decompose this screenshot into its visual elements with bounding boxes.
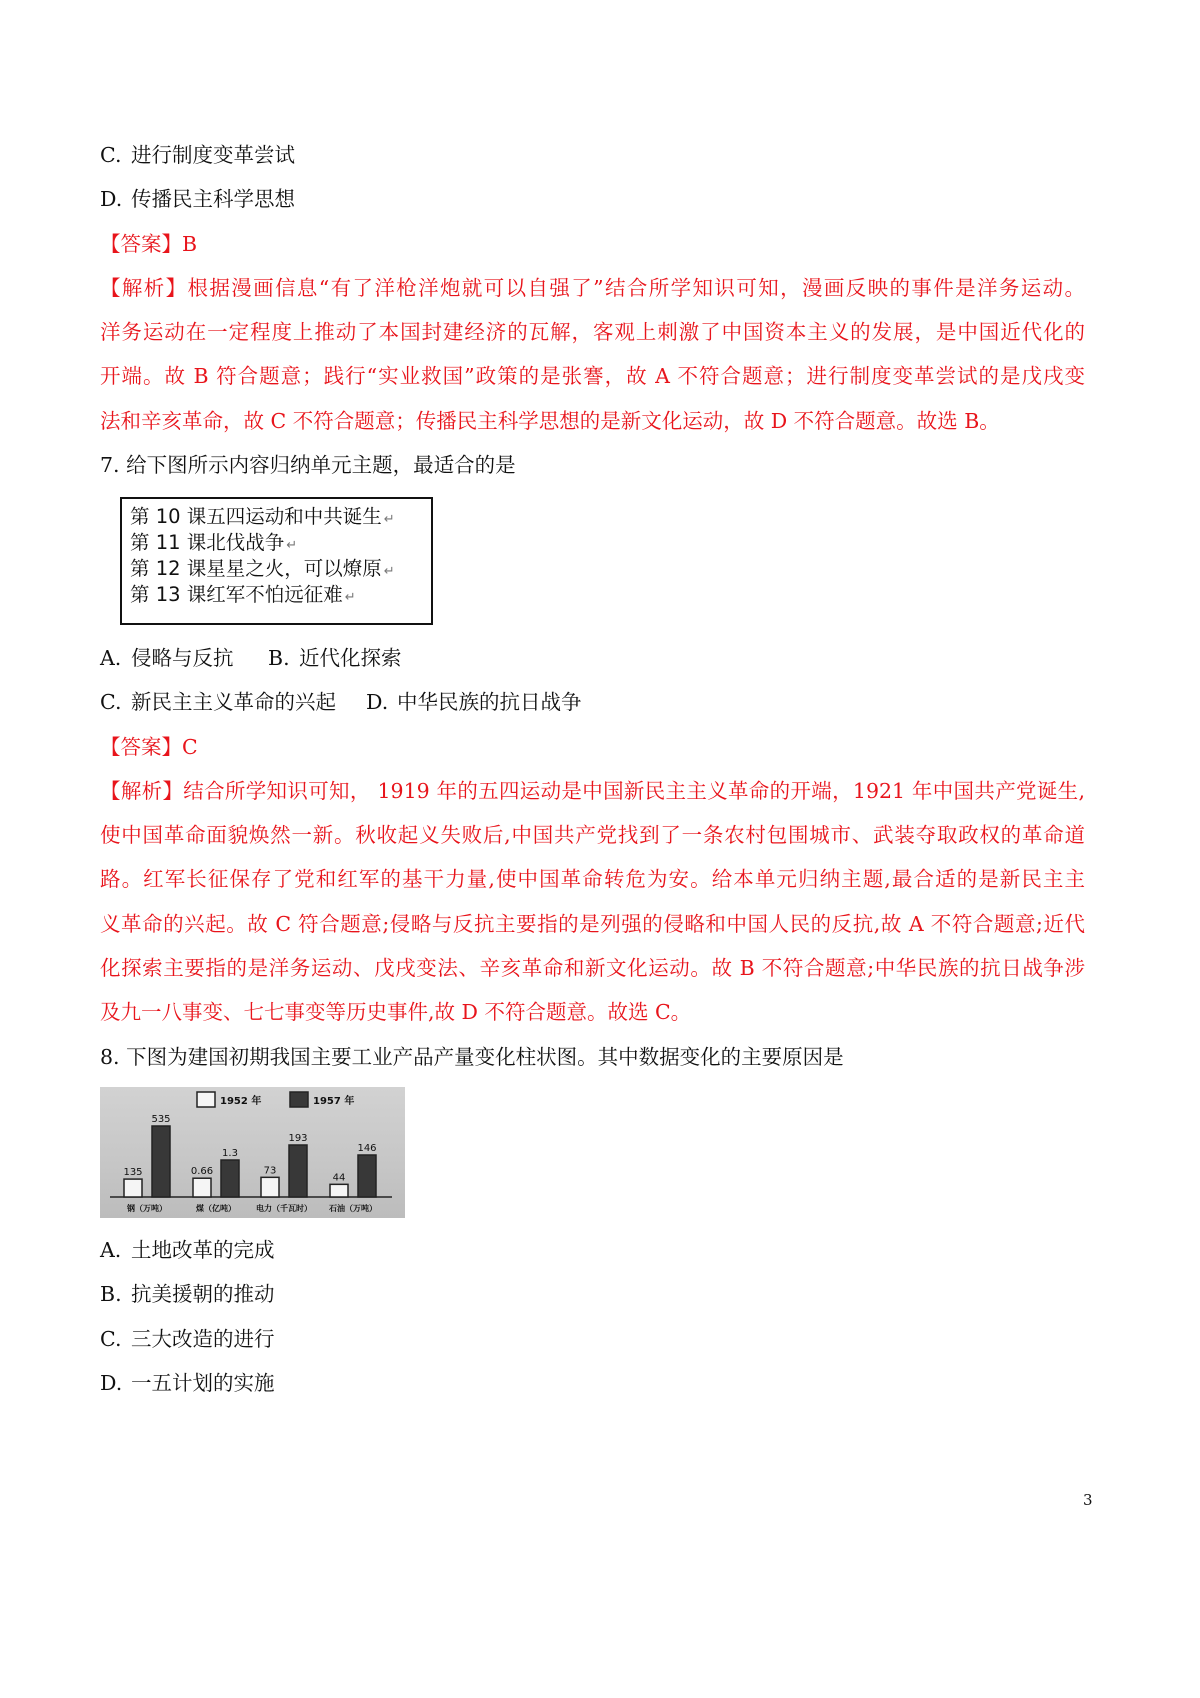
legend-label: 1957 年 (313, 1096, 355, 1107)
option-letter: C. (100, 690, 122, 715)
legend-swatch-1952 (197, 1092, 215, 1107)
paragraph-mark-icon: ↵ (286, 538, 298, 553)
option-letter: C. (100, 1326, 122, 1351)
legend-swatch-1957 (290, 1092, 308, 1107)
q7-analysis-line: 及九一八事变、七七事变等历史事件,故 D 不符合题意。故选 C。 (100, 1000, 692, 1025)
q7-options-row (100, 636, 1100, 680)
paragraph-mark-icon: ↵ (383, 564, 395, 579)
bar-1952-1 (193, 1178, 211, 1197)
option-letter: A. (100, 1238, 122, 1262)
option-text: 近代化探索 (299, 646, 402, 670)
q8-stem: 8. 下图为建国初期我国主要工业产品产量变化柱状图。其中数据变化的主要原因是 (100, 1044, 844, 1069)
lesson-line (130, 504, 431, 530)
option-letter: D. (100, 187, 123, 212)
bar-1957-1 (221, 1160, 239, 1197)
q6-analysis-line: 法和辛亥革命，故 C 不符合题意；传播民主科学思想的是新文化运动，故 D 不符合题意。故选 B。 (100, 408, 1000, 433)
q8-section (100, 1228, 1100, 1405)
q6-analysis-line: 开端。故 B 符合题意；践行“实业救国”政策的是张謇，故 A 不符合题意；进行制度变革尝试的是戊戌变 (100, 364, 1085, 389)
bar-1952-0 (124, 1179, 142, 1197)
q8-bar-chart (100, 1087, 405, 1218)
page-number: 3 (1083, 1491, 1093, 1509)
option-letter: D. (366, 690, 389, 715)
q7-analysis-line: 义革命的兴起。故 C 符合题意;侵略与反抗主要指的是列强的侵略和中国人民的反抗,故 A 不符合题意;近代 (100, 911, 1085, 936)
q7-options-row (100, 680, 1100, 724)
legend-label: 1952 年 (220, 1096, 262, 1107)
q8-option-a (100, 1228, 1100, 1272)
q8-option-c (100, 1317, 1100, 1361)
q7-answer: 【答案】C (100, 734, 198, 759)
q7-option-a (100, 636, 234, 680)
lesson-text: 第 12 课星星之火，可以燎原 (130, 557, 382, 580)
lesson-line (130, 556, 431, 582)
bar-value-label: 0.66 (190, 1166, 214, 1178)
q7-option-c (100, 680, 336, 724)
q7-analysis-line: 使中国革命面貌焕然一新。秋收起义失败后,中国共产党找到了一条农村包围城市、武装夺取政权的革命道 (100, 823, 1085, 848)
option-text: 侵略与反抗 (131, 646, 234, 670)
q7-analysis-line: 【解析】结合所学知识可知， 1919 年的五四运动是中国新民主主义革命的开端，1921 年中国共产党诞生, (100, 778, 1085, 803)
lesson-text: 第 10 课五四运动和中共诞生 (130, 505, 382, 528)
bar-value-label: 1.3 (222, 1148, 238, 1159)
q6-analysis-line: 洋务运动在一定程度上推动了本国封建经济的瓦解，客观上刺激了中国资本主义的发展，是中国近代化的 (100, 320, 1085, 345)
q7-analysis-line: 化探索主要指的是洋务运动、戊戌变法、辛亥革命和新文化运动。故 B 不符合题意;中华民族的抗日战争涉 (100, 956, 1085, 981)
q7-option-d (366, 680, 582, 724)
lesson-line (130, 530, 431, 556)
option-text: 进行制度变革尝试 (131, 143, 295, 167)
bar-1957-3 (358, 1155, 376, 1197)
bar-value-label: 535 (151, 1114, 171, 1125)
q7-section (100, 636, 1100, 1079)
option-text: 新民主主义革命的兴起 (131, 690, 336, 715)
bar-1952-3 (330, 1184, 348, 1197)
q8-option-d (100, 1361, 1100, 1405)
category-label: 电力（千瓦时） (256, 1204, 312, 1213)
bar-1957-2 (289, 1145, 307, 1197)
option-text: 三大改造的进行 (131, 1326, 275, 1351)
q7-stem: 7. 给下图所示内容归纳单元主题，最适合的是 (100, 453, 516, 478)
q7-analysis-line: 路。红军长征保存了党和红军的基干力量,使中国革命转危为安。给本单元归纳主题,最合适的是新民主主 (100, 867, 1085, 892)
bar-1957-0 (152, 1126, 170, 1197)
bar-value-label: 146 (357, 1143, 377, 1154)
option-letter: D. (100, 1370, 123, 1395)
category-label: 钢（万吨） (127, 1204, 167, 1213)
bar-1952-2 (261, 1177, 279, 1197)
q8-option-b (100, 1272, 1100, 1316)
q6-option-d (100, 177, 1100, 221)
q6-analysis-line: 【解析】根据漫画信息“有了洋枪洋炮就可以自强了”结合所学知识可知，漫画反映的事件是洋务运动。 (100, 275, 1085, 300)
category-label: 煤（亿吨） (196, 1204, 236, 1213)
lesson-line (130, 582, 431, 608)
option-letter: A. (100, 646, 122, 670)
category-label: 石油（万吨） (329, 1204, 377, 1213)
option-letter: B. (100, 1282, 122, 1307)
q6-option-c (100, 133, 1100, 177)
lesson-text: 第 11 课北伐战争 (130, 531, 285, 554)
option-text: 土地改革的完成 (131, 1238, 275, 1262)
lesson-text: 第 13 课红军不怕远征难 (130, 583, 343, 606)
option-text: 中华民族的抗日战争 (397, 690, 582, 715)
q6-section (100, 133, 1100, 487)
bar-value-label: 44 (332, 1172, 346, 1184)
option-text: 抗美援朝的推动 (131, 1282, 275, 1307)
option-letter: C. (100, 143, 122, 167)
q6-answer: 【答案】B (100, 231, 198, 256)
option-letter: B. (268, 646, 290, 670)
bar-value-label: 73 (263, 1165, 277, 1177)
q7-option-b (268, 636, 402, 680)
bar-value-label: 135 (123, 1167, 143, 1179)
paragraph-mark-icon: ↵ (344, 590, 356, 605)
option-text: 一五计划的实施 (131, 1370, 275, 1395)
bar-value-label: 193 (288, 1133, 308, 1144)
q7-lesson-box (120, 497, 433, 625)
option-text: 传播民主科学思想 (131, 187, 295, 212)
paragraph-mark-icon: ↵ (383, 512, 395, 527)
